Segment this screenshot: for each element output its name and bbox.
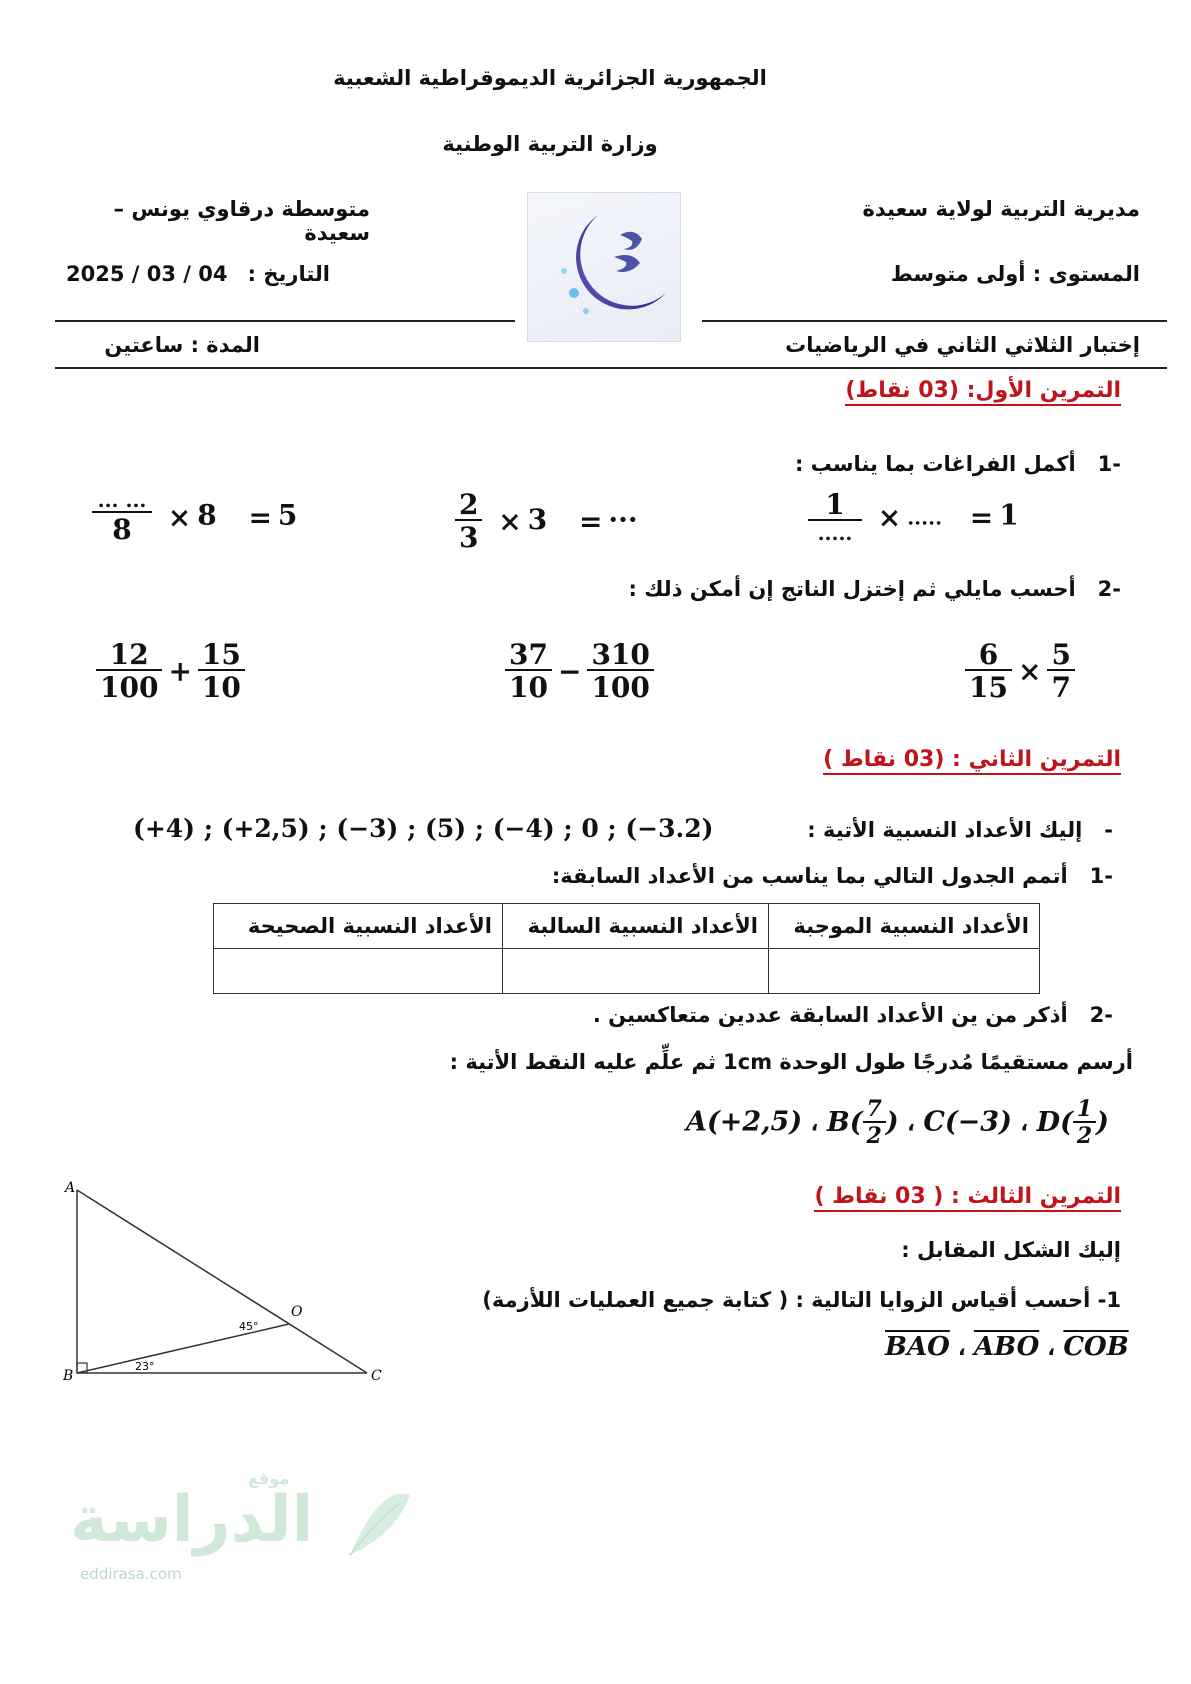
ministry-heading: وزارة التربية الوطنية: [442, 132, 658, 156]
header-integers: الأعداد النسبية الصحيحة: [214, 904, 503, 949]
directorate-label: مديرية التربية لولاية سعيدة: [862, 197, 1140, 221]
exercise2-title: [823, 747, 1121, 772]
blank-expression-a: [808, 490, 1019, 544]
triangle-figure: [55, 1170, 395, 1390]
q1-number: -1: [1089, 864, 1113, 888]
header-positive: الأعداد النسبية الموجبة: [769, 904, 1040, 949]
blank-expression-c: [92, 490, 297, 544]
angle-O-label: 45°: [239, 1320, 259, 1333]
q1-number: -1: [1097, 452, 1121, 476]
calc-c-num1: 12: [109, 638, 149, 671]
exercise2-q2: [593, 1003, 1113, 1027]
title-rule: [55, 367, 1167, 369]
site-watermark: [70, 1469, 430, 1585]
blank-a-numerator: 1: [825, 488, 845, 521]
operator: ×: [1017, 654, 1042, 688]
calc-b-num1: 37: [509, 638, 548, 671]
exercise1-title: [845, 378, 1121, 403]
ramadan-logo: [527, 192, 681, 342]
crescent-moon-icon: [528, 193, 680, 341]
intro-text: إليك الأعداد النسبية الأتية :: [807, 818, 1083, 842]
school-name: متوسطة درقاوي يونس – سعيدة: [113, 197, 370, 245]
blank-c-denominator: 8: [92, 511, 152, 544]
exercise3-title: [814, 1184, 1121, 1209]
calc-a-num1: 6: [978, 638, 999, 671]
point-B-num: 7: [866, 1096, 882, 1122]
classification-table: [213, 903, 1040, 994]
point-C: C(−3): [923, 1106, 1012, 1138]
blank-b-numerator: 2: [459, 488, 479, 521]
q2-text: أذكر من ين الأعداد السابقة عددين متعاكسين .: [592, 1003, 1068, 1027]
calc-c-num2: 15: [201, 638, 241, 671]
watermark-small: موقع: [248, 1469, 290, 1488]
point-B-den: 2: [863, 1121, 886, 1148]
angle-B-label: 23°: [135, 1360, 155, 1373]
separator: ،: [810, 1111, 819, 1136]
calc-b-den2: 100: [587, 669, 653, 702]
calc-b-num2: 310: [591, 638, 650, 671]
calc-c-den1: 100: [96, 669, 162, 702]
exercise1-q1: [795, 452, 1121, 476]
calc-expression-c: [96, 640, 245, 703]
equals-sign: =: [248, 500, 272, 534]
exercise1-q2: [629, 577, 1121, 601]
answer-cell-integers[interactable]: [214, 949, 503, 994]
table-answer-row: [214, 949, 1040, 994]
q2-number: -2: [1089, 1003, 1113, 1027]
separator: ،: [1020, 1111, 1029, 1136]
exercise2-heading: التمرين الثاني : (03 نقاط ): [823, 747, 1121, 775]
exercise3-intro: إليك الشكل المقابل :: [901, 1238, 1121, 1262]
country-heading: الجمهورية الجزائرية الديموقراطية الشعبية: [333, 66, 767, 90]
label-B: B: [63, 1368, 74, 1384]
table-header-row: [214, 904, 1040, 949]
times-sign: ×: [167, 500, 192, 534]
exercise3-q1: 1- أحسب أقياس الزوايا التالية : ( كتابة جميع العمليات اللأزمة): [482, 1288, 1121, 1312]
separator: ،: [907, 1111, 915, 1136]
point-D-label: D: [1036, 1106, 1061, 1138]
exercise3-heading: التمرين الثالث : ( 03 نقاط ): [814, 1184, 1121, 1212]
blank-b-result: ···: [608, 502, 638, 536]
blank-c-numerator: ... ...: [97, 488, 147, 512]
header-negative: الأعداد النسبية السالبة: [503, 904, 769, 949]
blank-a-blank: .....: [907, 505, 943, 530]
exercise1-heading: التمرين الأول: (03 نقاط): [845, 378, 1121, 406]
point-D: D( $\frac{1}{2}$ ): [1036, 1096, 1109, 1150]
blank-b-factor: 3: [527, 502, 548, 536]
header-rule-left: [55, 320, 515, 322]
side-AC: [77, 1190, 367, 1373]
calc-expression-a: [965, 640, 1075, 703]
operator: +: [168, 654, 192, 688]
separator: ،: [1047, 1336, 1056, 1360]
watermark-url: eddirasa.com: [80, 1565, 182, 1583]
watermark-arabic: الدراسة: [70, 1483, 314, 1557]
label-A: A: [65, 1180, 76, 1196]
separator: ،: [958, 1336, 966, 1360]
operator: −: [557, 654, 582, 688]
angle-COB: $\overline{COB}$: [1063, 1332, 1129, 1362]
rational-numbers-list: (+4) ; (+2,5) ; (−3) ; (5) ; (−4) ; 0 ; (−3.2): [133, 814, 714, 843]
angles-list: [885, 1332, 1129, 1362]
exercise2-q3: أرسم مستقيمًا مُدرجًا طول الوحدة 1cm ثم علِّم عليه النقط الأتية :: [449, 1050, 1133, 1074]
q1-text: أتمم الجدول التالي بما يناسب من الأعداد السابقة:: [551, 864, 1068, 888]
label-O: O: [291, 1304, 303, 1320]
label-C: C: [371, 1368, 382, 1384]
point-D-num: 1: [1076, 1096, 1093, 1122]
point-B-label: B: [826, 1106, 850, 1138]
duration-label: المدة : ساعتين: [104, 333, 260, 357]
calc-a-den1: 15: [965, 669, 1012, 702]
date-label: التاريخ :: [247, 262, 330, 286]
calc-c-den2: 10: [198, 669, 245, 702]
level-label: المستوى : أولى متوسط: [890, 262, 1140, 286]
blank-c-factor: 8: [197, 498, 217, 532]
point-D-den: 2: [1073, 1121, 1096, 1148]
blank-c-result: 5: [277, 498, 298, 532]
equals-sign: =: [578, 504, 603, 538]
answer-cell-negative[interactable]: [503, 949, 769, 994]
times-sign: ×: [877, 500, 902, 534]
q1-text: أكمل الفراغات بما يناسب :: [794, 452, 1076, 476]
blank-a-result: 1: [999, 498, 1019, 532]
point-B: B( $\frac{7}{2}$ ): [826, 1096, 899, 1150]
calc-expression-b: [505, 640, 654, 703]
answer-cell-positive[interactable]: [769, 949, 1040, 994]
exercise2-q1: [552, 864, 1113, 888]
equals-sign: =: [969, 500, 994, 534]
date-value: 2025 / 03 / 04: [66, 262, 228, 286]
calc-a-num2: 5: [1051, 638, 1071, 671]
q2-number: -2: [1097, 577, 1121, 601]
exercise2-intro: [807, 818, 1113, 842]
header-rule-right: [702, 320, 1167, 322]
blank-b-denominator: 3: [455, 519, 482, 552]
calc-b-den1: 10: [505, 669, 552, 702]
point-A: A(+2,5): [686, 1106, 803, 1138]
q2-text: أحسب مايلي ثم إختزل الناتج إن أمكن ذلك :: [628, 577, 1076, 601]
points-list: [686, 1098, 1109, 1148]
exam-title: إختبار الثلاثي الثاني في الرياضيات: [785, 333, 1140, 357]
blank-expression-b: [455, 490, 638, 553]
blank-a-denominator: .....: [808, 519, 862, 544]
intro-dash: -: [1104, 818, 1113, 842]
angle-ABO: $\overline{ABO}$: [973, 1332, 1040, 1362]
leaf-icon: [340, 1475, 420, 1565]
calc-a-den2: 7: [1047, 669, 1074, 702]
angle-BAO: $\overline{BAO}$: [885, 1332, 950, 1362]
times-sign: ×: [498, 504, 522, 538]
